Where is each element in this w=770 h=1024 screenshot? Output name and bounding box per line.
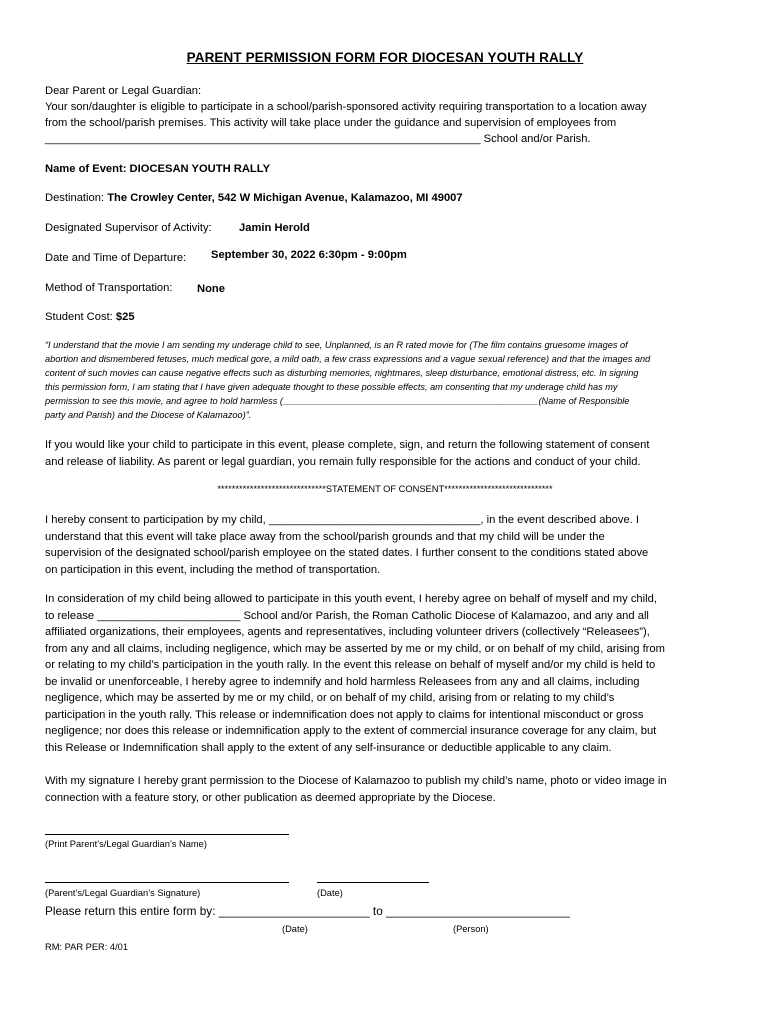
supervisor-value: Jamin Herold xyxy=(239,222,310,234)
supervisor-label: Designated Supervisor of Activity: xyxy=(45,222,212,234)
return-person-caption: (Person) xyxy=(453,924,489,934)
signature-caption: (Parent’s/Legal Guardian’s Signature) xyxy=(45,888,201,898)
signature-date-line[interactable] xyxy=(317,882,429,883)
release-line-1: In consideration of my child being allowed to participate in this youth event, I hereby agree on behalf of myself and my child, xyxy=(45,593,657,605)
greeting: Dear Parent or Legal Guardian: xyxy=(45,85,202,97)
event-name-value: DIOCESAN YOUTH RALLY xyxy=(129,163,271,175)
release-line-4: from any and all claims, including negligence, which may be asserted by me or my child, or on behalf of my child, arising from xyxy=(45,643,665,655)
release-line-2: to release _______________________ School and/or Parish, the Roman Catholic Diocese of Kalamazoo, and any and all xyxy=(45,610,649,622)
return-date-caption: (Date) xyxy=(282,924,308,934)
release-line-8: participation in the youth rally. This release or indemnification does not apply to claims for intentional misconduct or gross xyxy=(45,709,644,721)
form-title: PARENT PERMISSION FORM FOR DIOCESAN YOUTH RALLY xyxy=(186,50,584,65)
departure-value: September 30, 2022 6:30pm - 9:00pm xyxy=(211,249,407,261)
instructions-line-2: and release of liability. As parent or legal guardian, you remain fully responsible for the actions and conduct of your child. xyxy=(45,456,641,468)
consent-line-2: understand that this event will take place away from the school/parish grounds and that my child will be under the xyxy=(45,531,605,543)
consent-header: ******************************STATEMENT OF CONSENT****************************** xyxy=(217,484,553,494)
disclaimer-line-5: permission to see this movie, and agree to hold harmless (__________________________________________________(Name of Responsible xyxy=(45,396,630,406)
form-code: RM: PAR PER: 4/01 xyxy=(45,942,129,952)
destination-label: Destination: xyxy=(45,192,105,204)
destination-row xyxy=(45,192,463,204)
cost-row xyxy=(45,311,135,323)
print-name-caption: (Print Parent’s/Legal Guardian’s Name) xyxy=(45,839,207,849)
cost-value: $25 xyxy=(115,311,135,323)
media-line-2: connection with a feature story, or other publication as deemed appropriate by the Diocese. xyxy=(45,792,496,804)
disclaimer-line-6: party and Parish) and the Diocese of Kalamazoo)”. xyxy=(45,410,252,420)
disclaimer-line-3: content of such movies can cause negative effects such as disturbing memories, nightmares, sleep disturbance, emotional distress, etc. In signing xyxy=(45,368,639,378)
transport-value: None xyxy=(197,283,225,295)
return-instruction: Please return this entire form by: _______________________ to ____________________________ xyxy=(45,904,570,918)
media-line-1: With my signature I hereby grant permission to the Diocese of Kalamazoo to publish my child’s name, photo or video image in xyxy=(45,775,667,787)
disclaimer-line-4: this permission form, I am stating that I have given adequate thought to these possible effects, am consenting that my underage child has my xyxy=(45,382,618,392)
consent-line-3: supervision of the designated school/parish employee on the stated dates. I further consent to the conditions stated above xyxy=(45,547,649,559)
intro-line-1: Your son/daughter is eligible to participate in a school/parish-sponsored activity requiring transportation to a location away xyxy=(45,101,647,113)
print-name-line[interactable] xyxy=(45,834,289,835)
departure-label: Date and Time of Departure: xyxy=(45,252,187,264)
transport-label: Method of Transportation: xyxy=(45,282,173,294)
release-line-7: negligence, which may be asserted by me or my child, or on behalf of my child, arising from or relating to my child’s xyxy=(45,692,615,704)
signature-date-caption: (Date) xyxy=(317,888,343,898)
release-line-6: be invalid or unenforceable, I hereby agree to indemnify and hold harmless Releasees from any and all claims, including xyxy=(45,676,640,688)
intro-line-3: ______________________________________________________________________ School and/or Parish. xyxy=(45,133,591,145)
release-line-3: affiliated organizations, their employees, agents and representatives, including volunteer drivers (collectively “Releasees”), xyxy=(45,626,650,638)
consent-line-4: on participation in this event, including the method of transportation. xyxy=(45,564,381,576)
cost-label: Student Cost: xyxy=(45,311,113,323)
signature-line[interactable] xyxy=(45,882,289,883)
destination-value: The Crowley Center, 542 W Michigan Avenue, Kalamazoo, MI 49007 xyxy=(107,192,463,204)
instructions-line-1: If you would like your child to participate in this event, please complete, sign, and return the following statement of consent xyxy=(45,439,650,451)
disclaimer-line-2: abortion and dismembered fetuses, much medical gore, a mild oath, a few crass expressions and a vague sexual reference) and that the images and xyxy=(45,354,651,364)
event-name-row xyxy=(45,163,270,175)
release-line-10: this Release or Indemnification shall apply to the extent of any self-insurance or deductible applicable to any claim. xyxy=(45,742,612,754)
intro-line-2: from the school/parish premises. This activity will take place under the guidance and supervision of employees from xyxy=(45,117,617,129)
disclaimer-line-1: “I understand that the movie I am sending my underage child to see, Unplanned, is an R rated movie for (The film contains gruesome images of xyxy=(45,340,628,350)
release-line-5: or relating to my child’s participation in the youth rally. In the event this release on behalf of myself and/or my child is held to xyxy=(45,659,656,671)
consent-line-1: I hereby consent to participation by my child, __________________________________, in the event described above. I xyxy=(45,514,640,526)
release-line-9: negligence; nor does this release or indemnification apply to the extent of commercial insurance coverage for any claim, but xyxy=(45,725,657,737)
event-name-label: Name of Event: xyxy=(45,163,127,175)
